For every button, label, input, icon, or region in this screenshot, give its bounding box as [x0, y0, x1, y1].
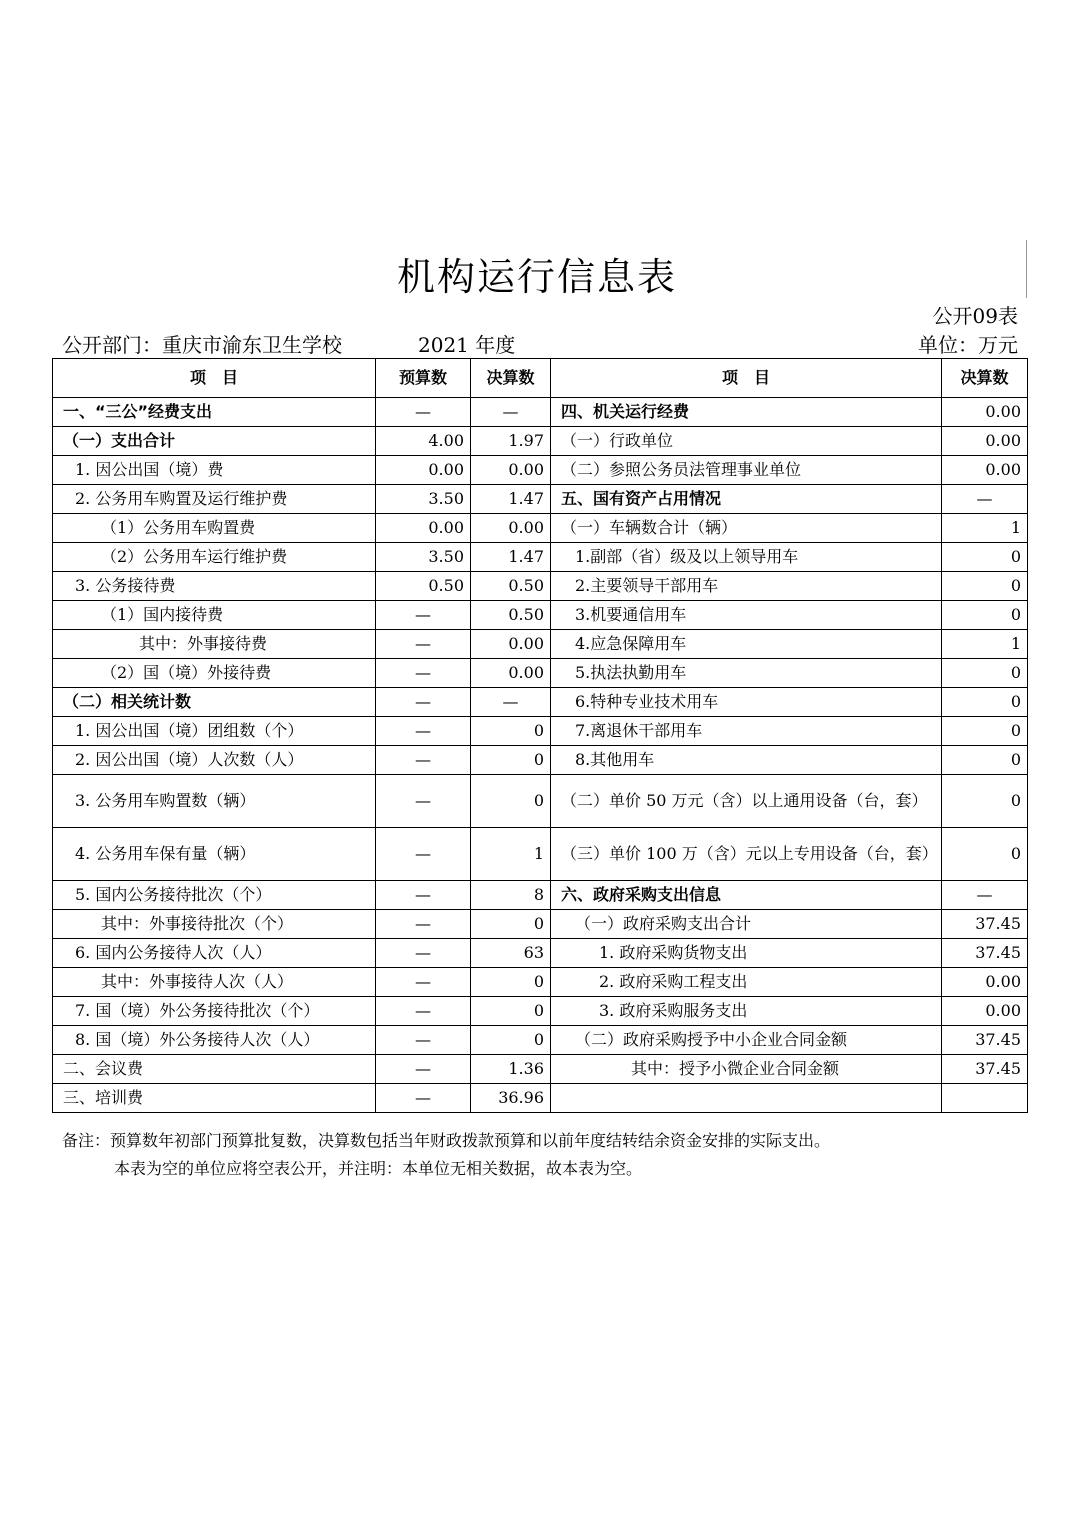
budget-cell: —: [376, 910, 471, 939]
unit-label: 单位：万元: [918, 333, 1018, 357]
budget-cell: —: [376, 968, 471, 997]
final-right-cell: 37.45: [942, 1026, 1028, 1055]
final-right-cell: 0: [942, 659, 1028, 688]
final-left-cell: 0.00: [471, 659, 551, 688]
final-right-cell: 0: [942, 688, 1028, 717]
table-row: [53, 1084, 1028, 1113]
final-right-cell: 0.00: [942, 398, 1028, 427]
final-right-cell: 0: [942, 775, 1028, 828]
right-item-cell: 2. 政府采购工程支出: [551, 968, 942, 997]
table-row: [53, 828, 1028, 881]
budget-cell: —: [376, 688, 471, 717]
table-row: [53, 398, 1028, 427]
budget-cell: 3.50: [376, 543, 471, 572]
left-item-cell: 2. 公务用车购置及运行维护费: [53, 485, 376, 514]
final-right-cell: 0.00: [942, 997, 1028, 1026]
table-row: [53, 427, 1028, 456]
final-left-cell: 0: [471, 775, 551, 828]
table-row: [53, 775, 1028, 828]
right-item-cell: （二）单价 50 万元（含）以上通用设备（台，套）: [551, 775, 942, 828]
page-title: 机构运行信息表: [396, 255, 677, 299]
budget-cell: —: [376, 939, 471, 968]
final-right-cell: 0: [942, 717, 1028, 746]
table-row: [53, 717, 1028, 746]
table-row: [53, 997, 1028, 1026]
final-left-cell: 0.50: [471, 572, 551, 601]
table-row: [53, 659, 1028, 688]
table-row: [53, 910, 1028, 939]
budget-cell: —: [376, 1026, 471, 1055]
note-2: 本表为空的单位应将空表公开，并注明：本单位无相关数据，故本表为空。: [114, 1159, 643, 1178]
final-right-cell: 0: [942, 543, 1028, 572]
right-item-cell: 四、机关运行经费: [551, 398, 942, 427]
right-item-cell: 2.主要领导干部用车: [551, 572, 942, 601]
budget-cell: —: [376, 630, 471, 659]
left-item-cell: 8. 国（境）外公务接待人次（人）: [53, 1026, 376, 1055]
right-item-cell: 3.机要通信用车: [551, 601, 942, 630]
final-left-cell: 0: [471, 717, 551, 746]
left-item-cell: 5. 国内公务接待批次（个）: [53, 881, 376, 910]
right-item-cell: （二）参照公务员法管理事业单位: [551, 456, 942, 485]
right-item-cell: 3. 政府采购服务支出: [551, 997, 942, 1026]
budget-cell: 3.50: [376, 485, 471, 514]
final-left-cell: 0: [471, 968, 551, 997]
budget-cell: —: [376, 881, 471, 910]
final-right-cell: [942, 1084, 1028, 1113]
left-item-cell: （2）国（境）外接待费: [53, 659, 376, 688]
final-right-cell: —: [942, 485, 1028, 514]
department-label: 公开部门：重庆市渝东卫生学校: [62, 333, 342, 357]
header-right-item: 项 目: [551, 359, 942, 398]
final-right-cell: 0: [942, 601, 1028, 630]
final-left-cell: 0: [471, 910, 551, 939]
right-item-cell: （一）政府采购支出合计: [551, 910, 942, 939]
budget-cell: —: [376, 775, 471, 828]
right-item-cell: 1. 政府采购货物支出: [551, 939, 942, 968]
right-item-cell: 8.其他用车: [551, 746, 942, 775]
table-code: 公开09表: [932, 304, 1018, 328]
left-item-cell: 6. 国内公务接待人次（人）: [53, 939, 376, 968]
header-final-left: 决算数: [471, 359, 551, 398]
header-budget: 预算数: [376, 359, 471, 398]
left-item-cell: 一、“三公”经费支出: [53, 398, 376, 427]
table-row: [53, 968, 1028, 997]
table-row: [53, 881, 1028, 910]
final-left-cell: 0: [471, 746, 551, 775]
right-item-cell: （三）单价 100 万（含）元以上专用设备（台，套）: [551, 828, 942, 881]
final-left-cell: —: [471, 688, 551, 717]
header-final-right: 决算数: [942, 359, 1028, 398]
final-left-cell: 63: [471, 939, 551, 968]
final-right-cell: 37.45: [942, 910, 1028, 939]
left-item-cell: 其中：外事接待人次（人）: [53, 968, 376, 997]
final-left-cell: —: [471, 398, 551, 427]
info-table: [52, 358, 1028, 1113]
budget-cell: —: [376, 997, 471, 1026]
final-right-cell: 1: [942, 514, 1028, 543]
final-right-cell: 0.00: [942, 456, 1028, 485]
table-row: [53, 688, 1028, 717]
budget-cell: 0.00: [376, 456, 471, 485]
final-left-cell: 36.96: [471, 1084, 551, 1113]
left-item-cell: 二、会议费: [53, 1055, 376, 1084]
left-item-cell: （2）公务用车运行维护费: [53, 543, 376, 572]
final-right-cell: 0: [942, 828, 1028, 881]
budget-cell: 4.00: [376, 427, 471, 456]
table-row: [53, 1055, 1028, 1084]
final-left-cell: 0: [471, 997, 551, 1026]
left-item-cell: 4. 公务用车保有量（辆）: [53, 828, 376, 881]
table-row: [53, 746, 1028, 775]
final-right-cell: 37.45: [942, 1055, 1028, 1084]
left-item-cell: 3. 公务用车购置数（辆）: [53, 775, 376, 828]
final-left-cell: 1.47: [471, 543, 551, 572]
left-item-cell: 三、培训费: [53, 1084, 376, 1113]
table-row: [53, 1026, 1028, 1055]
right-item-cell: （一）行政单位: [551, 427, 942, 456]
final-left-cell: 1.47: [471, 485, 551, 514]
table-row: [53, 543, 1028, 572]
right-item-cell: 7.离退休干部用车: [551, 717, 942, 746]
final-right-cell: 0: [942, 572, 1028, 601]
budget-cell: 0.50: [376, 572, 471, 601]
left-item-cell: （一）支出合计: [53, 427, 376, 456]
final-right-cell: —: [942, 881, 1028, 910]
budget-cell: —: [376, 659, 471, 688]
final-left-cell: 0.00: [471, 630, 551, 659]
budget-cell: —: [376, 1084, 471, 1113]
table-row: [53, 939, 1028, 968]
left-item-cell: 1. 因公出国（境）团组数（个）: [53, 717, 376, 746]
final-left-cell: 0.00: [471, 456, 551, 485]
left-item-cell: 7. 国（境）外公务接待批次（个）: [53, 997, 376, 1026]
final-left-cell: 0.00: [471, 514, 551, 543]
final-right-cell: 0.00: [942, 968, 1028, 997]
table-row: [53, 514, 1028, 543]
budget-cell: —: [376, 717, 471, 746]
table-row: [53, 485, 1028, 514]
final-right-cell: 0.00: [942, 427, 1028, 456]
table-row: [53, 456, 1028, 485]
final-right-cell: 37.45: [942, 939, 1028, 968]
final-right-cell: 0: [942, 746, 1028, 775]
right-item-cell: 5.执法执勤用车: [551, 659, 942, 688]
budget-cell: —: [376, 828, 471, 881]
right-item-cell: 4.应急保障用车: [551, 630, 942, 659]
right-item-cell: 五、国有资产占用情况: [551, 485, 942, 514]
header-row: [53, 359, 1028, 398]
final-left-cell: 0.50: [471, 601, 551, 630]
table-body: [53, 398, 1028, 1113]
final-left-cell: 1.36: [471, 1055, 551, 1084]
final-left-cell: 0: [471, 1026, 551, 1055]
budget-cell: —: [376, 398, 471, 427]
final-right-cell: 1: [942, 630, 1028, 659]
final-left-cell: 1.97: [471, 427, 551, 456]
table-row: [53, 572, 1028, 601]
left-item-cell: 其中：外事接待批次（个）: [53, 910, 376, 939]
left-item-cell: 3. 公务接待费: [53, 572, 376, 601]
budget-cell: 0.00: [376, 514, 471, 543]
final-left-cell: 1: [471, 828, 551, 881]
left-item-cell: （1）国内接待费: [53, 601, 376, 630]
budget-cell: —: [376, 1055, 471, 1084]
budget-cell: —: [376, 601, 471, 630]
right-item-cell: （一）车辆数合计（辆）: [551, 514, 942, 543]
left-item-cell: 1. 因公出国（境）费: [53, 456, 376, 485]
right-item-cell: （二）政府采购授予中小企业合同金额: [551, 1026, 942, 1055]
header-left-item: 项 目: [53, 359, 376, 398]
right-item-cell: 1.副部（省）级及以上领导用车: [551, 543, 942, 572]
left-item-cell: 其中：外事接待费: [53, 630, 376, 659]
final-left-cell: 8: [471, 881, 551, 910]
table-row: [53, 630, 1028, 659]
left-item-cell: （1）公务用车购置费: [53, 514, 376, 543]
right-item-cell: 6.特种专业技术用车: [551, 688, 942, 717]
table-row: [53, 601, 1028, 630]
right-item-cell: 其中：授予小微企业合同金额: [551, 1055, 942, 1084]
left-item-cell: 2. 因公出国（境）人次数（人）: [53, 746, 376, 775]
right-item-cell: 六、政府采购支出信息: [551, 881, 942, 910]
year-label: 2021 年度: [418, 333, 516, 357]
left-item-cell: （二）相关统计数: [53, 688, 376, 717]
note-1: 备注：预算数年初部门预算批复数，决算数包括当年财政拨款预算和以前年度结转结余资金安排的实际支出。: [62, 1131, 831, 1150]
budget-cell: —: [376, 746, 471, 775]
right-item-cell: [551, 1084, 942, 1113]
